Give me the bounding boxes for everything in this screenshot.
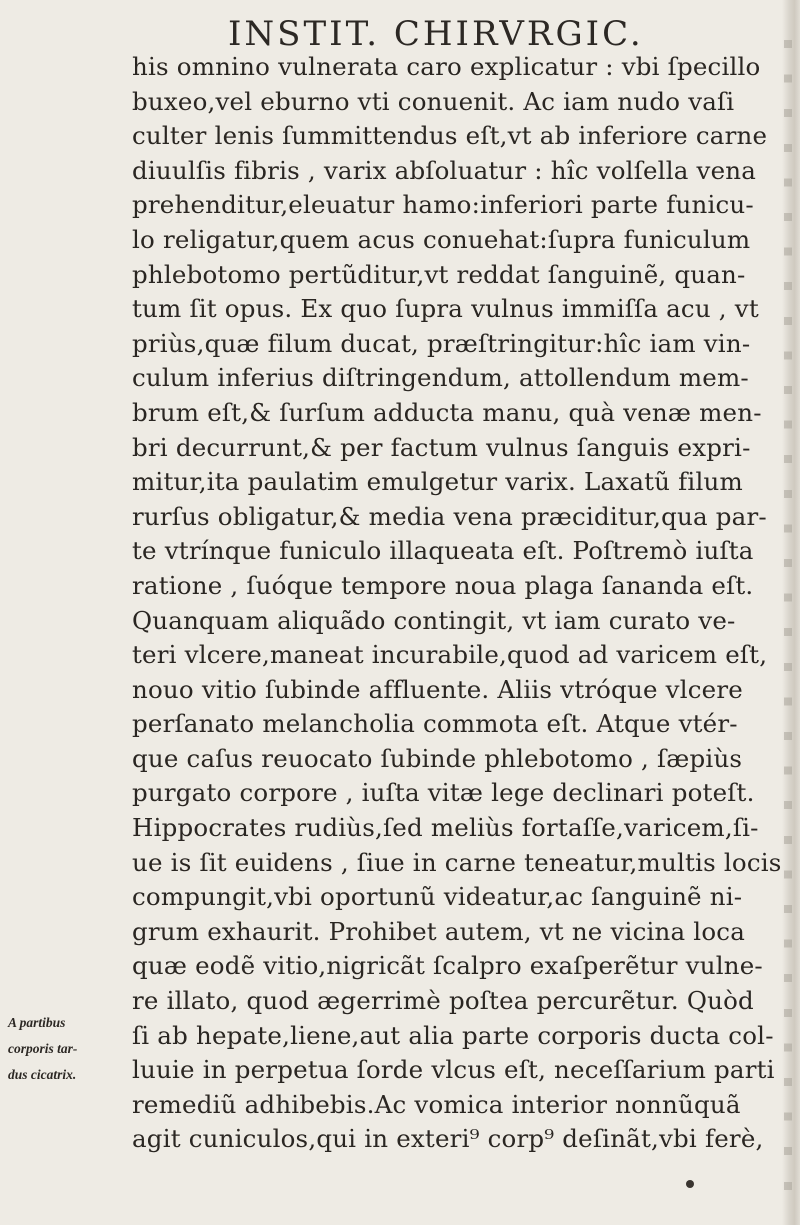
text-line: rurſus obligatur,& media vena præciditur,qua par- bbox=[132, 501, 767, 531]
text-line: bri decurrunt,& per factum vulnus ſanguis expri- bbox=[132, 432, 751, 462]
text-line: ratione , ſuóque tempore noua plaga ſananda eſt. bbox=[132, 570, 754, 600]
text-line: agit cuniculos,qui in exteri⁹ corp⁹ deſinãt,vbi ferè, bbox=[132, 1124, 764, 1154]
text-line: prehenditur,eleuatur hamo:inferiori parte funicu- bbox=[132, 190, 754, 220]
ink-spot bbox=[686, 1180, 694, 1188]
marginal-note-line: corporis tar- bbox=[8, 1041, 78, 1056]
text-line: culter lenis ſummittendus eſt,vt ab inferiore carne bbox=[132, 121, 768, 151]
text-line: brum eſt,& ſurſum adductа manu, quà venæ men- bbox=[132, 397, 762, 427]
text-line: quæ eodẽ vitio,nigricãt ſcalpro exaſperẽtur vulne- bbox=[132, 951, 763, 981]
text-line: ſi ab hepate,liene,aut alia parte corporis ducta col- bbox=[132, 1020, 774, 1050]
running-head: INSTIT. CHIRVRGIC. bbox=[228, 14, 644, 54]
text-line: teri vlcere,maneat incurabile,quod ad varicem eſt, bbox=[132, 640, 768, 670]
text-line: purgato corpore , iuſta vitæ lege declinari poteſt. bbox=[132, 778, 755, 808]
body-text bbox=[132, 50, 782, 1157]
text-line: tum ſit opus. Ex quo ſupra vulnus immiſſa acu , vt bbox=[132, 294, 759, 324]
text-line: remediũ adhibebis.Ac vomica interior nonnũquã bbox=[132, 1089, 741, 1119]
marginal-note bbox=[8, 1010, 132, 1088]
text-line: luuie in perpetua ſorde vlcus eſt, neceſſarium parti bbox=[132, 1055, 775, 1085]
text-line: Quanquam aliquãdo contingit, vt iam curato ve- bbox=[132, 605, 736, 635]
text-line: mitur,ita paulatim emulgetur varix. Laxatũ filum bbox=[132, 467, 743, 497]
text-line: perſanato melancholia commota eſt. Atque vtér- bbox=[132, 709, 738, 739]
text-line: grum exhaurit. Prohibet autem, vt ne vicina loca bbox=[132, 916, 746, 946]
text-line: que caſus reuocato ſubinde phlebotomo , ſæpiùs bbox=[132, 743, 743, 773]
text-line: his omnino vulnerata caro explicatur : vbi ſpecillo bbox=[132, 52, 761, 81]
marginal-note-line: dus cicatrix. bbox=[8, 1067, 77, 1082]
text-line: phlebotomo pertũditur,vt reddat ſanguinẽ, quan- bbox=[132, 259, 746, 289]
marginal-note-line: A partibus bbox=[8, 1015, 66, 1030]
text-line: nouo vitio ſubinde affluente. Aliis vtróque vlcere bbox=[132, 674, 743, 704]
text-line: culum inferius diſtringendum, attollendum mem- bbox=[132, 363, 749, 393]
text-line: te vtrínque funiculo illaqueata eſt. Poſtremò iuſta bbox=[132, 536, 754, 566]
text-line: compungit,vbi oportunũ videatur,ac ſanguinẽ ni- bbox=[132, 882, 743, 912]
adjacent-page-edge bbox=[784, 40, 792, 1190]
text-line: re illato, quod ægerrimè poſtea percurẽtur. Quòd bbox=[132, 986, 754, 1016]
text-line: Hippocrates rudiùs,ſed meliùs fortaſſe,varicem,ſi- bbox=[132, 813, 759, 843]
text-line: priùs,quæ filum ducat, præſtringitur:hîc iam vin- bbox=[132, 328, 751, 358]
text-line: ue is ſit euidens , ſiue in carne teneatur,multis locis bbox=[132, 847, 782, 877]
text-line: buxeo,vel eburno vti conuenit. Ac iam nudo vaſi bbox=[132, 86, 735, 116]
text-line: lo religatur,quem acus conuehat:ſupra funiculum bbox=[132, 224, 751, 254]
text-line: diuulſis fibris , varix abſoluatur : hîc volſella vena bbox=[132, 155, 757, 185]
